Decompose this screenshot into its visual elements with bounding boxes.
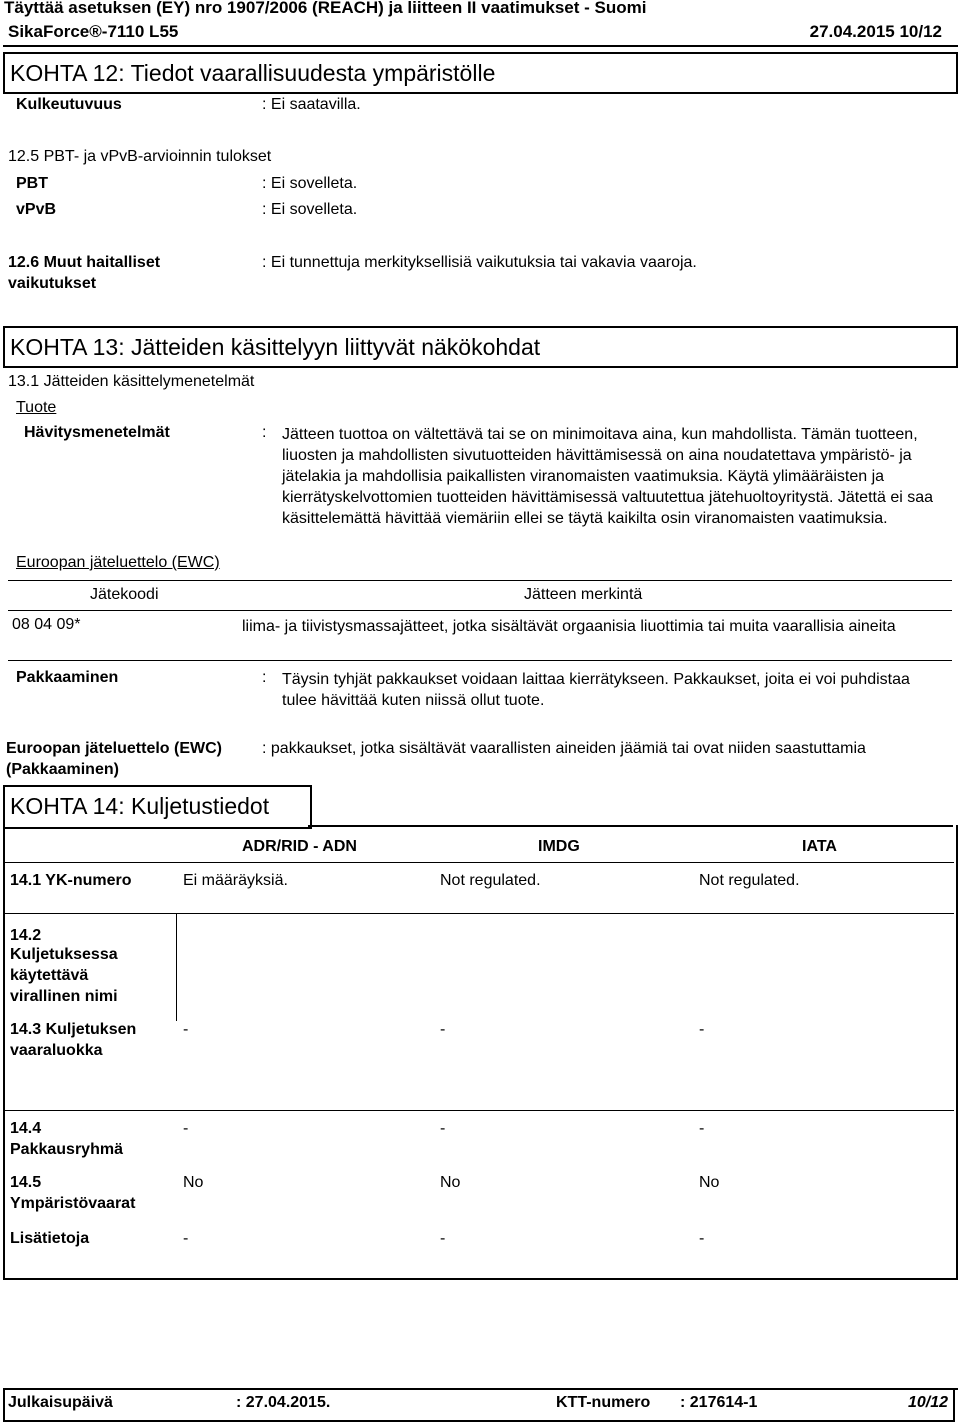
transport-table [3, 825, 958, 1280]
packaging-colon: : [262, 669, 267, 686]
transport-header-rule [5, 862, 954, 863]
extra-adr: - [183, 1230, 189, 1247]
un-iata: Not regulated. [699, 872, 800, 889]
waste-methods-heading: 13.1 Jätteiden käsittelymenetelmät [8, 373, 255, 390]
shipping-name-label-3: käytettävä [10, 967, 89, 984]
class-adr: - [183, 1021, 189, 1038]
un-adr: Ei määräyksiä. [183, 872, 288, 889]
mobility-value: : Ei saatavilla. [262, 96, 361, 113]
shipping-name-label-2: Kuljetuksessa [10, 946, 118, 963]
packaging-text: Täysin tyhjät pakkaukset voidaan laittaa kierrätykseen. Pakkaukset, joita ei voi puhdistaa tulee hävittää kuten niissä ollut tuote. [282, 671, 910, 709]
pbt-heading: 12.5 PBT- ja vPvB-arvioinnin tulokset [8, 148, 272, 165]
shipping-name-label-1: 14.2 [10, 927, 42, 944]
group-imdg: - [440, 1120, 446, 1137]
ewc-label: Euroopan jäteluettelo (EWC) [16, 554, 220, 571]
section-12-heading [3, 52, 958, 94]
ewc-code-cell: 08 04 09* [12, 616, 81, 633]
disposal-colon: : [262, 424, 267, 441]
other-effects-label-1: 12.6 Muut haitalliset [8, 254, 161, 271]
footer-ktt-value: : 217614-1 [680, 1394, 758, 1411]
disposal-text: Jätteen tuottoa on vältettävä tai se on minimoitava aina, kun mahdollista. Tämän tuotteen, liuosten ja mahdollisten sivutuotteiden hävittämisessä on aina noudatettava ympäristö- ja jätelakia ja mahdollisia paikallisten viranomaisten vaatimuksia. Käytä ylimääräisten ja kierrätyskelvottomien tuotteiden hävittämisessä valtuutettua jätehuoltoyritystä. Jätettä ei saa käsittelemättä hävittää viemäriin ellei se täytä kaikilta osin viranomaisten vaatimuksia. [282, 426, 934, 527]
product-label: Tuote [16, 399, 57, 416]
pbt-label: PBT [16, 175, 48, 192]
footer-date-value: : 27.04.2015. [236, 1394, 331, 1411]
extra-imdg: - [440, 1230, 446, 1247]
group-adr: - [183, 1120, 189, 1137]
col-iata: IATA [802, 838, 837, 855]
additional-info-label: Lisätietoja [10, 1230, 90, 1247]
env-adr: No [183, 1174, 204, 1191]
footer-rule [3, 1388, 958, 1390]
hazard-class-label-2: vaaraluokka [10, 1042, 103, 1059]
col-imdg: IMDG [538, 838, 580, 855]
col-rule-1 [176, 913, 177, 1021]
pbt-value: : Ei sovelleta. [262, 175, 358, 192]
section-13-heading [3, 326, 958, 368]
regulation-header: Täyttää asetuksen (EY) nro 1907/2006 (REACH) ja liitteen II vaatimukset - Suomi [4, 0, 647, 17]
footer-page: 10/12 [907, 1394, 948, 1411]
env-hazard-label-1: 14.5 [10, 1174, 42, 1191]
hazard-class-label-1: 14.3 Kuljetuksen [10, 1021, 137, 1038]
row-rule-2 [5, 1110, 954, 1111]
class-imdg: - [440, 1021, 446, 1038]
shipping-name-label-4: virallinen nimi [10, 988, 118, 1005]
section-14-title: KOHTA 14: Kuljetustiedot [10, 793, 270, 819]
extra-iata: - [699, 1230, 705, 1247]
ewc-code-header: Jätekoodi [90, 586, 159, 603]
mobility-label: Kulkeutuvuus [16, 96, 122, 113]
product-name: SikaForce®-7110 L55 [8, 22, 179, 41]
un-number-label: 14.1 YK-numero [10, 872, 132, 889]
col-adr: ADR/RID - ADN [242, 838, 357, 855]
ewc-table-top-rule [8, 580, 952, 581]
vpvb-value: : Ei sovelleta. [262, 201, 358, 218]
class-iata: - [699, 1021, 705, 1038]
section-13-title: KOHTA 13: Jätteiden käsittelyyn liittyvät näkökohdat [10, 334, 541, 360]
env-iata: No [699, 1174, 720, 1191]
ewc-table-header-rule [8, 610, 952, 611]
row-rule-1 [5, 913, 954, 914]
footer-ktt-label: KTT-numero [556, 1394, 651, 1411]
packaging-label: Pakkaaminen [16, 669, 119, 686]
group-iata: - [699, 1120, 705, 1137]
footer-date-label: Julkaisupäivä [8, 1394, 113, 1411]
ewc-packaging-value: : pakkaukset, jotka sisältävät vaarallisten aineiden jäämiä tai ovat niiden saastuttamia [262, 740, 866, 757]
footer-bottom-rule [3, 1420, 955, 1422]
env-hazard-label-2: Ympäristövaarat [10, 1195, 136, 1212]
disposal-label: Hävitysmenetelmät [24, 424, 170, 441]
footer-right-edge [953, 1388, 955, 1421]
header-date-page: 27.04.2015 10/12 [809, 22, 942, 41]
vpvb-label: vPvB [16, 201, 57, 218]
section-12-title: KOHTA 12: Tiedot vaarallisuudesta ympäristölle [10, 60, 496, 86]
packing-group-label-1: 14.4 [10, 1120, 42, 1137]
section-14-heading [3, 785, 312, 829]
ewc-desc-header: Jätteen merkintä [524, 586, 643, 603]
un-imdg: Not regulated. [440, 872, 541, 889]
header-rule [3, 45, 958, 47]
other-effects-value: : Ei tunnettuja merkityksellisiä vaikutuksia tai vakavia vaaroja. [262, 254, 697, 271]
ewc-table-bottom-rule [8, 660, 952, 661]
other-effects-label-2: vaikutukset [8, 275, 97, 292]
ewc-packaging-label-2: (Pakkaaminen) [6, 761, 119, 778]
footer-left-edge [3, 1388, 5, 1421]
packing-group-label-2: Pakkausryhmä [10, 1141, 123, 1158]
ewc-packaging-label-1: Euroopan jäteluettelo (EWC) [6, 740, 222, 757]
ewc-desc-cell: liima- ja tiivistysmassajätteet, jotka sisältävät orgaanisia liuottimia tai muita vaarallisia aineita [242, 618, 896, 635]
env-imdg: No [440, 1174, 461, 1191]
